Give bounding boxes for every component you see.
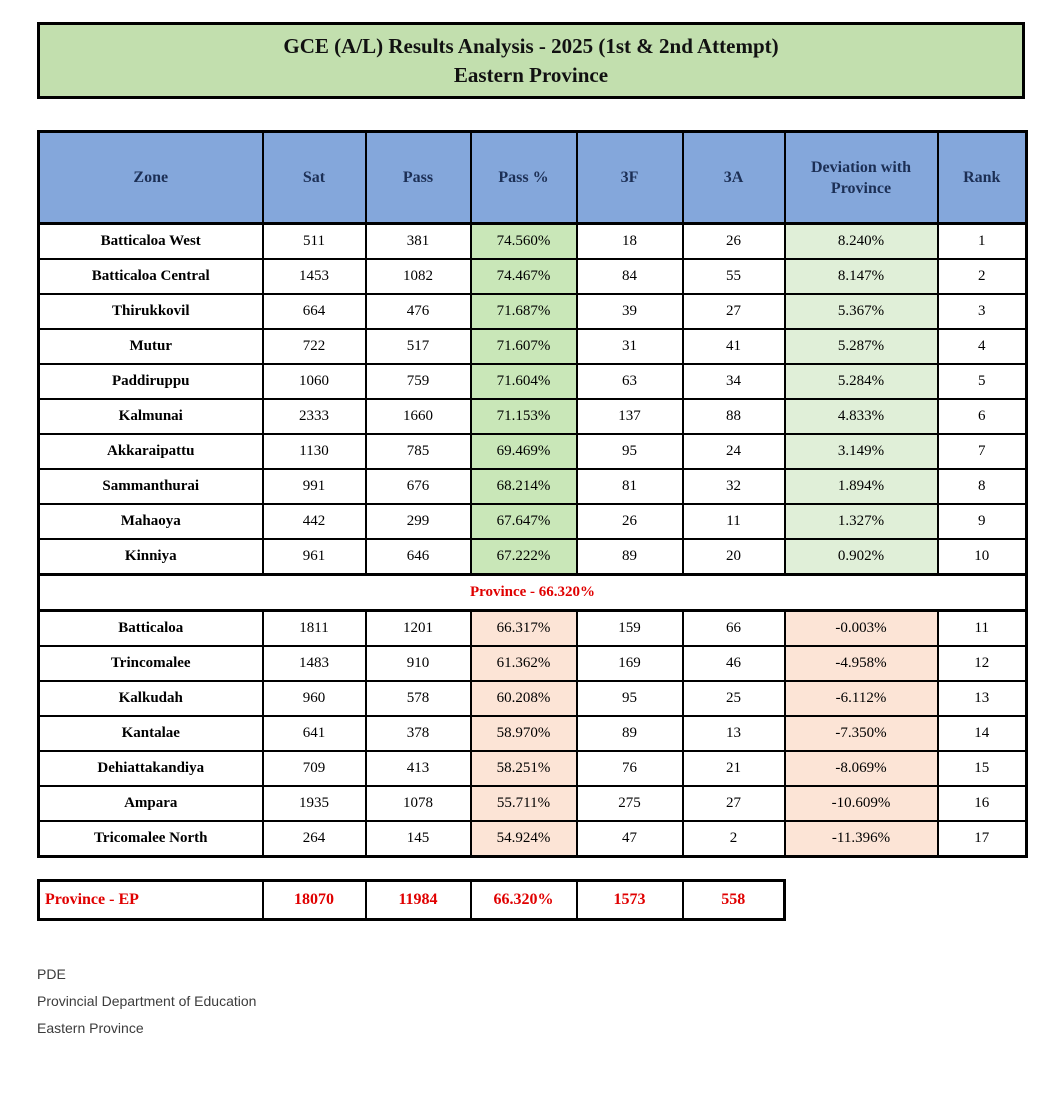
cell-a3: 2 [683, 821, 785, 857]
cell-a3: 26 [683, 224, 785, 260]
cell-pass-pct: 55.711% [471, 786, 577, 821]
cell-pass-pct: 71.607% [471, 329, 577, 364]
cell-rank: 16 [938, 786, 1027, 821]
cell-f3: 95 [577, 434, 683, 469]
cell-f3: 137 [577, 399, 683, 434]
cell-f3: 31 [577, 329, 683, 364]
header-rank: Rank [938, 132, 1027, 224]
cell-sat: 1935 [263, 786, 366, 821]
cell-pass: 646 [366, 539, 471, 575]
summary-3f: 1573 [577, 881, 683, 920]
cell-pass-pct: 60.208% [471, 681, 577, 716]
summary-3a: 558 [683, 881, 785, 920]
cell-deviation: 3.149% [785, 434, 938, 469]
report-title-banner [37, 22, 1025, 99]
cell-pass-pct: 61.362% [471, 646, 577, 681]
cell-sat: 1130 [263, 434, 366, 469]
cell-a3: 13 [683, 716, 785, 751]
cell-pass-pct: 71.153% [471, 399, 577, 434]
cell-zone: Mutur [39, 329, 263, 364]
cell-deviation: 5.287% [785, 329, 938, 364]
cell-deviation: -4.958% [785, 646, 938, 681]
cell-pass-pct: 67.647% [471, 504, 577, 539]
cell-zone: Mahaoya [39, 504, 263, 539]
header-pass-pct: Pass % [471, 132, 577, 224]
cell-deviation: -8.069% [785, 751, 938, 786]
zone-row [39, 646, 1027, 681]
cell-f3: 47 [577, 821, 683, 857]
cell-pass-pct: 54.924% [471, 821, 577, 857]
cell-pass: 378 [366, 716, 471, 751]
cell-rank: 7 [938, 434, 1027, 469]
province-summary-row [39, 881, 785, 920]
cell-deviation: -0.003% [785, 611, 938, 647]
cell-a3: 32 [683, 469, 785, 504]
cell-pass: 145 [366, 821, 471, 857]
header-3f: 3F [577, 132, 683, 224]
cell-deviation: 5.284% [785, 364, 938, 399]
cell-zone: Tricomalee North [39, 821, 263, 857]
zone-row [39, 364, 1027, 399]
cell-pass-pct: 71.687% [471, 294, 577, 329]
cell-pass: 413 [366, 751, 471, 786]
cell-deviation: 1.327% [785, 504, 938, 539]
zone-row [39, 716, 1027, 751]
cell-f3: 39 [577, 294, 683, 329]
results-table-body [39, 224, 1027, 857]
cell-deviation: 8.240% [785, 224, 938, 260]
cell-f3: 18 [577, 224, 683, 260]
cell-f3: 81 [577, 469, 683, 504]
cell-rank: 11 [938, 611, 1027, 647]
cell-pass-pct: 58.251% [471, 751, 577, 786]
zone-row [39, 434, 1027, 469]
zone-row [39, 539, 1027, 575]
cell-pass-pct: 74.560% [471, 224, 577, 260]
cell-deviation: -10.609% [785, 786, 938, 821]
cell-a3: 41 [683, 329, 785, 364]
cell-pass: 910 [366, 646, 471, 681]
header-sat: Sat [263, 132, 366, 224]
zone-row [39, 821, 1027, 857]
cell-zone: Batticaloa [39, 611, 263, 647]
cell-sat: 1453 [263, 259, 366, 294]
zone-row [39, 399, 1027, 434]
cell-deviation: 5.367% [785, 294, 938, 329]
cell-rank: 17 [938, 821, 1027, 857]
cell-zone: Batticaloa Central [39, 259, 263, 294]
cell-sat: 2333 [263, 399, 366, 434]
zone-row [39, 294, 1027, 329]
cell-pass-pct: 66.317% [471, 611, 577, 647]
cell-f3: 95 [577, 681, 683, 716]
cell-zone: Sammanthurai [39, 469, 263, 504]
cell-pass: 578 [366, 681, 471, 716]
cell-f3: 275 [577, 786, 683, 821]
zone-row [39, 504, 1027, 539]
zone-row [39, 329, 1027, 364]
zone-row [39, 469, 1027, 504]
cell-pass: 299 [366, 504, 471, 539]
cell-rank: 1 [938, 224, 1027, 260]
cell-sat: 264 [263, 821, 366, 857]
cell-deviation: -6.112% [785, 681, 938, 716]
cell-rank: 6 [938, 399, 1027, 434]
header-zone: Zone [39, 132, 263, 224]
cell-pass-pct: 71.604% [471, 364, 577, 399]
cell-sat: 1483 [263, 646, 366, 681]
cell-a3: 27 [683, 786, 785, 821]
cell-zone: Paddiruppu [39, 364, 263, 399]
cell-f3: 159 [577, 611, 683, 647]
cell-pass: 517 [366, 329, 471, 364]
cell-sat: 641 [263, 716, 366, 751]
cell-a3: 66 [683, 611, 785, 647]
cell-rank: 13 [938, 681, 1027, 716]
cell-rank: 3 [938, 294, 1027, 329]
results-table-header [39, 132, 1027, 224]
cell-sat: 664 [263, 294, 366, 329]
summary-pass: 11984 [366, 881, 471, 920]
cell-sat: 1811 [263, 611, 366, 647]
cell-pass-pct: 74.467% [471, 259, 577, 294]
cell-sat: 991 [263, 469, 366, 504]
cell-sat: 442 [263, 504, 366, 539]
cell-deviation: 8.147% [785, 259, 938, 294]
cell-pass: 1078 [366, 786, 471, 821]
cell-deviation: 4.833% [785, 399, 938, 434]
header-deviation: Deviation with Province [785, 132, 938, 224]
zone-row [39, 224, 1027, 260]
cell-sat: 960 [263, 681, 366, 716]
cell-f3: 89 [577, 716, 683, 751]
report-title-line1: GCE (A/L) Results Analysis - 2025 (1st & 2nd Attempt) [283, 34, 779, 58]
zone-row [39, 751, 1027, 786]
cell-a3: 88 [683, 399, 785, 434]
cell-rank: 5 [938, 364, 1027, 399]
cell-pass-pct: 69.469% [471, 434, 577, 469]
cell-zone: Kantalae [39, 716, 263, 751]
cell-a3: 34 [683, 364, 785, 399]
summary-pass-pct: 66.320% [471, 881, 577, 920]
cell-f3: 76 [577, 751, 683, 786]
cell-zone: Akkaraipattu [39, 434, 263, 469]
province-summary-table [37, 879, 786, 921]
zone-row [39, 259, 1027, 294]
cell-sat: 709 [263, 751, 366, 786]
cell-sat: 511 [263, 224, 366, 260]
cell-rank: 10 [938, 539, 1027, 575]
cell-sat: 1060 [263, 364, 366, 399]
cell-pass: 676 [366, 469, 471, 504]
cell-a3: 24 [683, 434, 785, 469]
cell-a3: 20 [683, 539, 785, 575]
cell-rank: 2 [938, 259, 1027, 294]
cell-deviation: 0.902% [785, 539, 938, 575]
cell-zone: Trincomalee [39, 646, 263, 681]
cell-a3: 46 [683, 646, 785, 681]
cell-pass: 476 [366, 294, 471, 329]
summary-sat: 18070 [263, 881, 366, 920]
cell-zone: Kalmunai [39, 399, 263, 434]
footer-province: Eastern Province [37, 1020, 144, 1036]
cell-pass: 1660 [366, 399, 471, 434]
header-3a: 3A [683, 132, 785, 224]
cell-a3: 11 [683, 504, 785, 539]
cell-deviation: -11.396% [785, 821, 938, 857]
cell-pass-pct: 68.214% [471, 469, 577, 504]
zone-row [39, 786, 1027, 821]
cell-f3: 26 [577, 504, 683, 539]
cell-a3: 27 [683, 294, 785, 329]
cell-zone: Dehiattakandiya [39, 751, 263, 786]
cell-rank: 8 [938, 469, 1027, 504]
zone-row [39, 681, 1027, 716]
cell-f3: 89 [577, 539, 683, 575]
cell-pass-pct: 58.970% [471, 716, 577, 751]
cell-f3: 169 [577, 646, 683, 681]
cell-zone: Kinniya [39, 539, 263, 575]
cell-pass-pct: 67.222% [471, 539, 577, 575]
cell-rank: 14 [938, 716, 1027, 751]
cell-a3: 21 [683, 751, 785, 786]
cell-zone: Ampara [39, 786, 263, 821]
header-row [39, 132, 1027, 224]
cell-pass: 785 [366, 434, 471, 469]
cell-f3: 84 [577, 259, 683, 294]
cell-rank: 12 [938, 646, 1027, 681]
cell-rank: 15 [938, 751, 1027, 786]
cell-f3: 63 [577, 364, 683, 399]
footer-org-name: Provincial Department of Education [37, 993, 257, 1009]
report-title-line2: Eastern Province [453, 63, 609, 87]
cell-a3: 55 [683, 259, 785, 294]
cell-rank: 9 [938, 504, 1027, 539]
cell-pass: 1201 [366, 611, 471, 647]
cell-a3: 25 [683, 681, 785, 716]
header-pass: Pass [366, 132, 471, 224]
zone-row [39, 611, 1027, 647]
results-table [37, 130, 1028, 858]
province-average-label: Province - 66.320% [39, 575, 1027, 611]
province-average-row [39, 575, 1027, 611]
cell-pass: 1082 [366, 259, 471, 294]
cell-zone: Batticaloa West [39, 224, 263, 260]
summary-label: Province - EP [39, 881, 263, 920]
footer [37, 961, 1061, 1042]
footer-org-abbr: PDE [37, 966, 66, 982]
cell-deviation: -7.350% [785, 716, 938, 751]
cell-pass: 381 [366, 224, 471, 260]
cell-zone: Thirukkovil [39, 294, 263, 329]
cell-zone: Kalkudah [39, 681, 263, 716]
cell-deviation: 1.894% [785, 469, 938, 504]
cell-rank: 4 [938, 329, 1027, 364]
cell-sat: 961 [263, 539, 366, 575]
cell-pass: 759 [366, 364, 471, 399]
cell-sat: 722 [263, 329, 366, 364]
